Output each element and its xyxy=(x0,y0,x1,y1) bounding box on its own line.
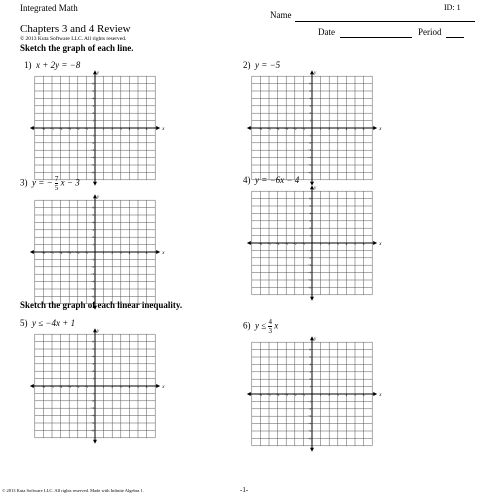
x-axis-label: x xyxy=(162,127,165,132)
x-axis-arrow-left xyxy=(30,126,34,130)
y-tick-label: 5 xyxy=(92,347,94,351)
x-tick-label: 3 xyxy=(337,127,339,131)
x-tick-label: 5 xyxy=(137,127,139,131)
period-label: Period xyxy=(418,27,442,37)
y-tick-label: 1 xyxy=(309,384,311,389)
x-tick-label: −5 xyxy=(267,393,271,397)
x-tick-label: −5 xyxy=(50,251,54,255)
y-tick-label: −1 xyxy=(90,391,94,396)
x-tick-label: 6 xyxy=(145,127,148,131)
x-tick-label: 6 xyxy=(362,242,365,246)
x-tick-label: −6 xyxy=(258,127,263,131)
y-tick-label: 5 xyxy=(309,89,311,93)
y-tick-label: −3 xyxy=(90,406,94,411)
page-title: Chapters 3 and 4 Review xyxy=(20,23,131,35)
problem-2 xyxy=(243,60,280,70)
y-tick-label: −1 xyxy=(307,133,311,138)
y-axis-label: y xyxy=(97,329,100,335)
footer-copyright: © 2013 Kuta Software LLC. All rights reserved. Made with Infinite Algebra 1. xyxy=(2,488,144,493)
x-axis-arrow-left xyxy=(30,384,34,388)
x-tick-label: −4 xyxy=(58,251,63,255)
fraction xyxy=(268,318,272,335)
y-tick-label: −4 xyxy=(90,279,94,284)
x-tick-label: −2 xyxy=(76,251,80,255)
y-tick-label: 2 xyxy=(309,377,311,382)
x-tick-label: 2 xyxy=(328,127,330,131)
x-tick-label: −4 xyxy=(58,385,63,389)
x-tick-label: 5 xyxy=(137,385,139,389)
x-tick-label: −3 xyxy=(284,242,288,246)
x-tick-label: 5 xyxy=(354,127,356,131)
x-tick-label: 3 xyxy=(337,242,339,246)
x-tick-label: 4 xyxy=(128,251,131,255)
y-tick-label: 6 xyxy=(92,339,94,344)
y-tick-label: −4 xyxy=(307,270,311,275)
numerator: 4 xyxy=(268,318,272,326)
x-tick-label: −5 xyxy=(50,385,54,389)
page-number: -1- xyxy=(240,486,249,494)
y-tick-label: −1 xyxy=(307,248,311,253)
y-tick-label: 3 xyxy=(309,369,311,374)
x-tick-label: −2 xyxy=(293,393,297,397)
x-tick-label: 1 xyxy=(319,242,322,246)
period-line[interactable] xyxy=(446,37,464,38)
y-tick-label: −2 xyxy=(307,140,311,145)
x-tick-label: 5 xyxy=(137,251,139,255)
x-tick-label: 3 xyxy=(120,251,122,255)
problem-number: 1) xyxy=(24,60,32,70)
y-tick-label: 6 xyxy=(309,347,311,352)
y-tick-label: −2 xyxy=(307,255,311,260)
y-tick-label: −5 xyxy=(90,287,94,291)
y-tick-label: −3 xyxy=(90,148,94,153)
y-tick-label: −1 xyxy=(90,257,94,262)
y-axis-arrow-down xyxy=(310,448,314,452)
y-axis-label: y xyxy=(314,337,317,343)
denominator: 3 xyxy=(268,327,272,335)
name-label: Name xyxy=(270,10,292,20)
y-tick-label: 2 xyxy=(309,111,311,116)
y-tick-label: −6 xyxy=(90,294,94,299)
x-tick-label: −6 xyxy=(41,251,46,255)
coordinate-plane-3[interactable] xyxy=(25,195,165,308)
y-tick-label: 1 xyxy=(92,376,94,381)
coordinate-plane-6[interactable] xyxy=(242,337,382,450)
x-tick-label: 2 xyxy=(328,393,330,397)
y-tick-label: 4 xyxy=(309,211,311,216)
y-tick-label: −5 xyxy=(307,163,311,167)
x-tick-label: −3 xyxy=(284,393,288,397)
x-tick-label: 4 xyxy=(128,127,131,131)
y-tick-label: 1 xyxy=(309,233,311,238)
problem-1 xyxy=(24,60,80,70)
x-tick-label: −5 xyxy=(50,127,54,131)
section-instruction-1: Sketch the graph of each line. xyxy=(20,43,134,53)
y-tick-label: 2 xyxy=(92,369,94,374)
y-tick-label: −6 xyxy=(307,170,311,175)
x-tick-label: 5 xyxy=(354,242,356,246)
y-tick-label: −5 xyxy=(90,421,94,425)
y-tick-label: −2 xyxy=(90,398,94,403)
y-axis-arrow-down xyxy=(310,297,314,301)
course-title: Integrated Math xyxy=(20,3,78,13)
x-tick-label: −4 xyxy=(275,393,280,397)
problem-5 xyxy=(20,318,75,328)
y-tick-label: 4 xyxy=(92,96,94,101)
problem-3 xyxy=(20,175,80,192)
problem-number: 3) xyxy=(20,177,28,188)
y-tick-label: 4 xyxy=(309,96,311,101)
x-tick-label: 6 xyxy=(145,251,148,255)
x-tick-label: −1 xyxy=(84,127,89,131)
y-tick-label: 6 xyxy=(309,81,311,86)
x-tick-label: 2 xyxy=(111,385,113,389)
x-axis-arrow-right xyxy=(373,126,377,130)
x-tick-label: −1 xyxy=(301,242,306,246)
coordinate-plane-2[interactable] xyxy=(242,71,382,184)
x-tick-label: −3 xyxy=(67,127,71,131)
x-tick-label: 4 xyxy=(345,127,348,131)
x-tick-label: 6 xyxy=(145,385,148,389)
y-tick-label: −6 xyxy=(307,436,311,441)
x-tick-label: 2 xyxy=(328,242,330,246)
x-tick-label: 4 xyxy=(345,393,348,397)
x-axis-arrow-right xyxy=(373,241,377,245)
y-tick-label: 4 xyxy=(92,354,94,359)
y-tick-label: 1 xyxy=(309,118,311,123)
x-tick-label: −1 xyxy=(301,127,306,131)
problem-number: 4) xyxy=(243,175,251,185)
y-tick-label: −3 xyxy=(307,414,311,419)
x-tick-label: 1 xyxy=(102,251,105,255)
x-axis-label: x xyxy=(162,385,165,390)
equation-prefix: y ≤ xyxy=(255,320,267,331)
x-axis-arrow-left xyxy=(247,126,251,130)
y-tick-label: 3 xyxy=(92,361,94,366)
name-line[interactable] xyxy=(295,21,475,22)
equation: y = −5 xyxy=(255,60,281,70)
x-axis-arrow-left xyxy=(247,241,251,245)
y-tick-label: 4 xyxy=(92,220,94,225)
section-instruction-2: Sketch the graph of each linear inequality. xyxy=(20,300,183,310)
x-axis-label: x xyxy=(379,393,382,398)
y-axis-arrow-down xyxy=(93,440,97,444)
x-tick-label: 4 xyxy=(128,385,131,389)
x-tick-label: −6 xyxy=(258,242,263,246)
coordinate-plane-4[interactable] xyxy=(242,186,382,299)
problem-4 xyxy=(243,175,299,185)
x-tick-label: −4 xyxy=(275,127,280,131)
x-axis-arrow-left xyxy=(247,392,251,396)
x-tick-label: −3 xyxy=(67,251,71,255)
y-tick-label: 5 xyxy=(309,355,311,359)
x-tick-label: −3 xyxy=(67,385,71,389)
x-tick-label: −6 xyxy=(41,385,46,389)
x-tick-label: −2 xyxy=(293,242,297,246)
y-tick-label: −4 xyxy=(307,421,311,426)
y-tick-label: −4 xyxy=(90,413,94,418)
x-tick-label: 1 xyxy=(319,127,322,131)
x-tick-label: −6 xyxy=(41,127,46,131)
y-tick-label: −4 xyxy=(90,155,94,160)
id-label: ID: 1 xyxy=(444,3,461,12)
date-label: Date xyxy=(318,27,335,37)
x-tick-label: −5 xyxy=(267,127,271,131)
problem-number: 2) xyxy=(243,60,251,70)
problem-number: 6) xyxy=(243,320,251,331)
y-axis-label: y xyxy=(97,195,100,201)
y-tick-label: −3 xyxy=(90,272,94,277)
y-tick-label: −2 xyxy=(307,406,311,411)
x-tick-label: −1 xyxy=(84,385,89,389)
y-tick-label: 3 xyxy=(92,227,94,232)
y-axis-label: y xyxy=(314,186,317,192)
x-tick-label: −4 xyxy=(275,242,280,246)
y-tick-label: 3 xyxy=(309,218,311,223)
y-tick-label: 5 xyxy=(92,89,94,93)
y-axis-label: y xyxy=(97,71,100,77)
y-tick-label: 2 xyxy=(309,226,311,231)
x-axis-arrow-left xyxy=(30,250,34,254)
x-tick-label: 2 xyxy=(111,127,113,131)
x-axis-arrow-right xyxy=(156,250,160,254)
x-tick-label: 3 xyxy=(120,127,122,131)
equation-suffix: x − 3 xyxy=(60,177,80,188)
x-tick-label: −2 xyxy=(76,385,80,389)
y-tick-label: −5 xyxy=(307,429,311,433)
x-axis-arrow-right xyxy=(156,126,160,130)
x-tick-label: 6 xyxy=(362,127,365,131)
x-axis-label: x xyxy=(379,127,382,132)
y-tick-label: 2 xyxy=(92,235,94,240)
y-axis-label: y xyxy=(314,71,317,77)
x-tick-label: 3 xyxy=(337,393,339,397)
coordinate-plane-5[interactable] xyxy=(25,329,165,442)
x-tick-label: 3 xyxy=(120,385,122,389)
numerator: 7 xyxy=(54,175,59,183)
y-tick-label: 4 xyxy=(309,362,311,367)
x-tick-label: 4 xyxy=(345,242,348,246)
y-tick-label: −3 xyxy=(307,148,311,153)
x-tick-label: −1 xyxy=(301,393,306,397)
y-tick-label: −6 xyxy=(90,428,94,433)
x-tick-label: −4 xyxy=(58,127,63,131)
equation-suffix: x xyxy=(274,320,279,331)
equation: x + 2y = −8 xyxy=(36,60,81,70)
y-tick-label: −3 xyxy=(307,263,311,268)
y-tick-label: −5 xyxy=(307,278,311,282)
x-axis-arrow-right xyxy=(373,392,377,396)
y-tick-label: 3 xyxy=(309,103,311,108)
x-tick-label: −5 xyxy=(267,242,271,246)
y-tick-label: 6 xyxy=(92,81,94,86)
problem-6 xyxy=(243,318,278,335)
x-tick-label: −3 xyxy=(284,127,288,131)
x-axis-label: x xyxy=(379,242,382,247)
copyright: © 2013 Kuta Software LLC. All rights reserved. xyxy=(20,36,127,42)
x-axis-arrow-right xyxy=(156,384,160,388)
y-tick-label: 6 xyxy=(92,205,94,210)
y-tick-label: 1 xyxy=(92,118,94,123)
x-tick-label: −2 xyxy=(293,127,297,131)
x-tick-label: 5 xyxy=(354,393,356,397)
y-axis-arrow-down xyxy=(93,182,97,186)
x-tick-label: −6 xyxy=(258,393,263,397)
problem-number: 5) xyxy=(20,318,28,328)
y-tick-label: −1 xyxy=(90,133,94,138)
fraction xyxy=(55,175,59,192)
y-tick-label: 5 xyxy=(309,204,311,208)
y-tick-label: −6 xyxy=(307,285,311,290)
y-tick-label: −5 xyxy=(90,163,94,167)
y-tick-label: −2 xyxy=(90,264,94,269)
coordinate-plane-1[interactable] xyxy=(25,71,165,184)
y-tick-label: 3 xyxy=(92,103,94,108)
x-tick-label: 1 xyxy=(102,385,105,389)
y-tick-label: 6 xyxy=(309,196,311,201)
x-tick-label: 2 xyxy=(111,251,113,255)
y-tick-label: −6 xyxy=(90,170,94,175)
equation: y ≤ −4x + 1 xyxy=(32,318,76,328)
y-tick-label: −1 xyxy=(307,399,311,404)
date-line[interactable] xyxy=(340,37,412,38)
y-axis-arrow-down xyxy=(310,182,314,186)
denominator: 5 xyxy=(54,184,59,192)
x-tick-label: −1 xyxy=(84,251,89,255)
y-tick-label: 2 xyxy=(92,111,94,116)
equation: y = −6x − 4 xyxy=(255,175,300,185)
x-tick-label: 1 xyxy=(319,393,322,397)
x-axis-label: x xyxy=(162,251,165,256)
x-tick-label: −2 xyxy=(76,127,80,131)
y-tick-label: 5 xyxy=(92,213,94,217)
equation-prefix: y = − xyxy=(32,177,53,188)
y-tick-label: −4 xyxy=(307,155,311,160)
y-tick-label: 1 xyxy=(92,242,94,247)
x-tick-label: 1 xyxy=(102,127,105,131)
y-tick-label: −2 xyxy=(90,140,94,145)
x-tick-label: 6 xyxy=(362,393,365,397)
